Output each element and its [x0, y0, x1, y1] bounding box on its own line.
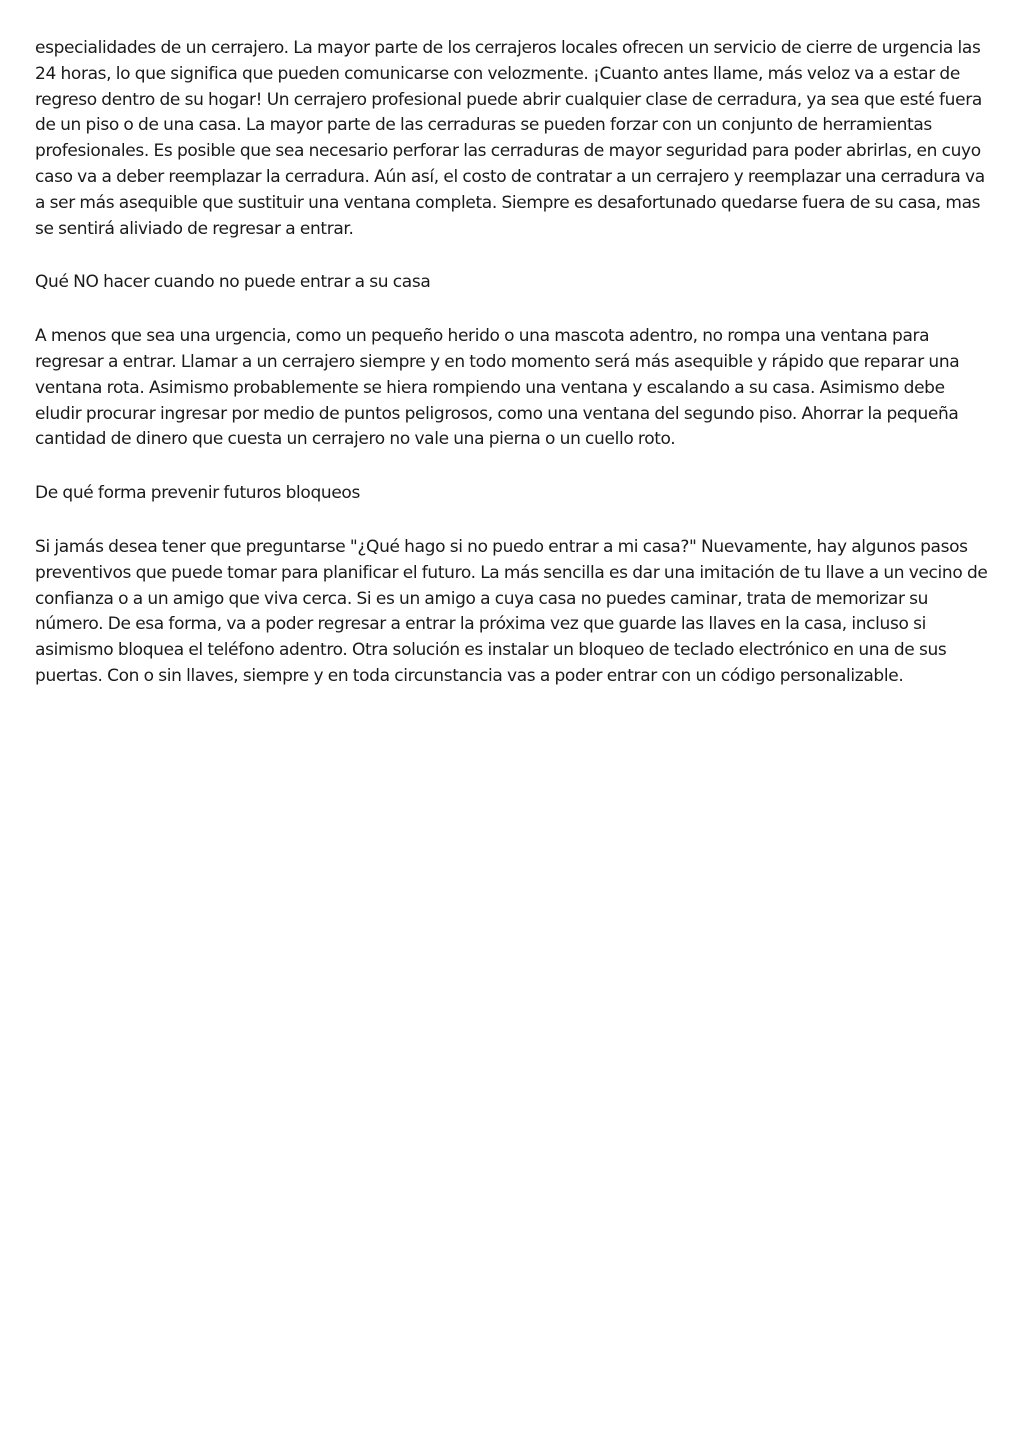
- document-page: [35, 36, 995, 718]
- paragraph-prevent-lockouts: Si jamás desea tener que preguntarse "¿Qué hago si no puedo entrar a mi casa?" Nuevamente, hay algunos pasos preventivos que puede tomar para planificar el futuro. La más sencilla es dar una imitación de tu llave a un vecino de confianza o a un amigo que viva cerca. Si es un amigo a cuya casa no puedes caminar, trata de memorizar su número. De esa forma, va a poder regresar a entrar la próxima vez que guarde las llaves en la casa, incluso si asimismo bloquea el teléfono adentro. Otra solución es instalar un bloqueo de teclado electrónico en una de sus puertas. Con o sin llaves, siempre y en toda circunstancia vas a poder entrar con un código personalizable.: [35, 536, 988, 686]
- heading-prevent-lockouts: De qué forma prevenir futuros bloqueos: [35, 483, 360, 504]
- paragraph-what-not-to-do: A menos que sea una urgencia, como un pequeño herido o una mascota adentro, no rompa una ventana para regresar a entrar. Llamar a un cerrajero siempre y en todo momento será más asequible y rápido que reparar una ventana rota. Asimismo probablemente se hiera rompiendo una ventana y escalando a su casa. Asimismo debe eludir procurar ingresar por medio de puntos peligrosos, como una ventana del segundo piso. Ahorrar la pequeña cantidad de dinero que cuesta un cerrajero no vale una pierna o un cuello roto.: [35, 326, 960, 450]
- heading-what-not-to-do: Qué NO hacer cuando no puede entrar a su casa: [35, 272, 431, 293]
- paragraph-intro: especialidades de un cerrajero. La mayor parte de los cerrajeros locales ofrecen un servicio de cierre de urgencia las 24 horas, lo que significa que pueden comunicarse con velozmente. ¡Cuanto antes llame, más veloz va a estar de regreso dentro de su hogar! Un cerrajero profesional puede abrir cualquier clase de cerradura, ya sea que esté fuera de un piso o de una casa. La mayor parte de las cerraduras se pueden forzar con un conjunto de herramientas profesionales. Es posible que sea necesario perforar las cerraduras de mayor seguridad para poder abrirlas, en cuyo caso va a deber reemplazar la cerradura. Aún así, el costo de contratar a un cerrajero y reemplazar una cerradura va a ser más asequible que sustituir una ventana completa. Siempre es desafortunado quedarse fuera de su casa, mas se sentirá aliviado de regresar a entrar.: [35, 38, 985, 239]
